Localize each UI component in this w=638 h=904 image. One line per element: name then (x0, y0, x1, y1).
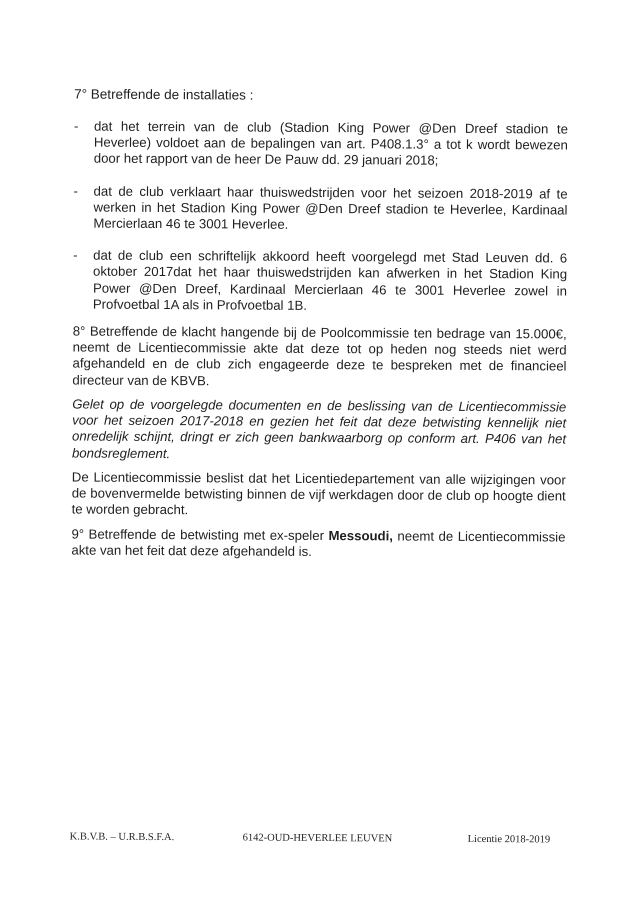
decision-paragraph: De Licentiecommissie beslist dat het Licentiedepartement van alle wijzigingen voor de bovenvermelde betwisting binnen de vijf werkdagen door de club op hoogte dient te worden gebracht. (71, 469, 566, 518)
player-name: Messoudi, (328, 528, 394, 544)
installaties-list (73, 118, 568, 331)
list-item (74, 118, 568, 170)
list-item (73, 248, 567, 316)
section-8-paragraph: 8° Betreffende de klacht hangende bij de Poolcommissie ten bedrage van 15.000€, neemt de Licentiecommissie akte dat deze tot op heden nog steeds niet werd afgehandeld en de club zich engageerde deze te bespreken met de financieel directeur van de KBVB. (72, 323, 567, 388)
footer-license: Licentie 2018-2019 (467, 833, 551, 846)
list-item-text: dat de club verklaart haar thuiswedstrijden voor het seizoen 2018-2019 af te werken in het Stadion King Power @Den Dreef stadion te Heverlee, Kardinaal Mercierlaan 46 te 3001 Heverlee. (93, 183, 568, 232)
footer-club: 6142-OUD-HEVERLEE LEUVEN (242, 832, 393, 845)
section-8-italic-paragraph: Gelet op de voorgelegde documenten en de beslissing van de Licentiecommissie voor het seizoen 2017-2018 en gezien het feit dat deze betwisting kennelijk niet onredelijk schijnt, dringt er zich geen bankwaarborg op conform art. P406 van het bondsreglement. (71, 396, 567, 461)
list-item (73, 183, 567, 235)
bullet-dash: - (73, 183, 79, 199)
list-item-text: dat de club een schriftelijk akkoord heeft voorgelegd met Stad Leuven dd. 6 oktober 2017dat het haar thuiswedstrijden kan afwerken in het Stadion King Power @Den Dreef, Kardinaal Mercierlaan 46 te 3001 Heverlee zowel in Profvoetbal 1A als in Profvoetbal 1B. (92, 247, 568, 313)
section-9-suffix: neemt de Licentiecommissie akte van het feit dat deze afgehandeld is. (71, 528, 566, 560)
section-9-paragraph (71, 526, 565, 561)
section-7-heading: 7° Betreffende de installaties : (74, 86, 254, 103)
list-item-text: dat het terrein van de club (Stadion King Power @Den Dreef stadion te Heverlee) voldoet aan de bepalingen van art. P408.1.3° a tot k wordt bewezen door het rapport van de heer De Pauw dd. 29 januari 2018; (93, 118, 569, 169)
bullet-dash: - (73, 247, 78, 263)
footer-federation: K.B.V.B. – U.R.B.S.F.A. (69, 831, 175, 844)
bullet-dash: - (73, 118, 79, 134)
section-9-prefix: 9° Betreffende de betwisting met ex-speler (71, 526, 329, 544)
